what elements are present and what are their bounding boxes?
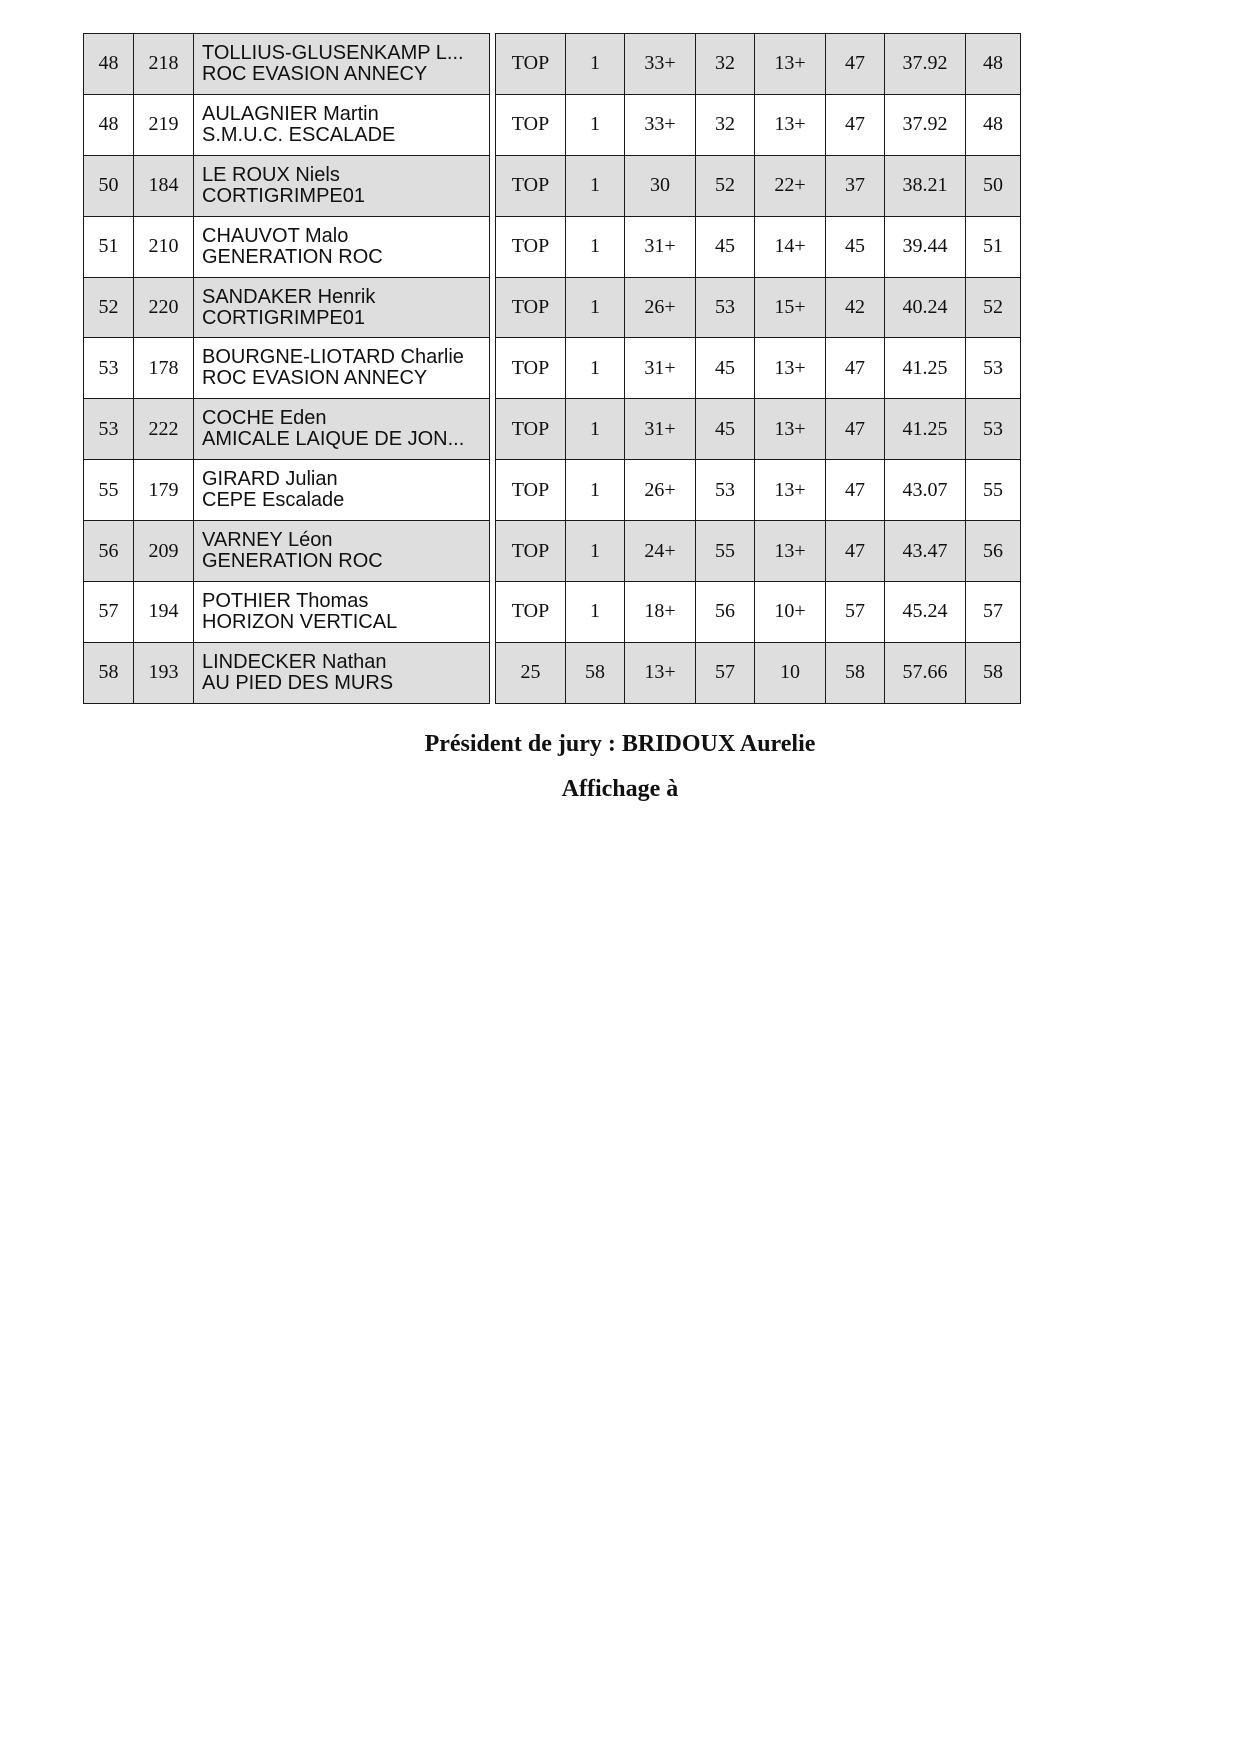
score-cell-c6: 47 — [826, 34, 885, 95]
score-cell-c2: 1 — [566, 94, 625, 155]
bib-cell: 209 — [134, 521, 194, 582]
score-cell-c6: 57 — [826, 582, 885, 643]
score-cell-c6: 47 — [826, 94, 885, 155]
athlete-club: GENERATION ROC — [202, 550, 383, 573]
bib-cell: 194 — [134, 582, 194, 643]
score-cell-c3: 18+ — [625, 582, 696, 643]
score-cell-c5: 13+ — [755, 94, 826, 155]
score-cell-score: 41.25 — [885, 338, 966, 399]
score-row — [496, 399, 1021, 460]
score-cell-c5: 10 — [755, 642, 826, 703]
athlete-name: AULAGNIER Martin — [202, 102, 379, 125]
athlete-cell — [194, 155, 490, 216]
score-cell-c5: 14+ — [755, 216, 826, 277]
score-cell-c4: 56 — [696, 582, 755, 643]
score-cell-c5: 22+ — [755, 155, 826, 216]
score-cell-c1: TOP — [496, 338, 566, 399]
score-cell-final: 53 — [966, 338, 1021, 399]
score-cell-c6: 47 — [826, 399, 885, 460]
rank-cell: 50 — [84, 155, 134, 216]
rank-cell: 56 — [84, 521, 134, 582]
score-cell-final: 57 — [966, 582, 1021, 643]
bib-cell: 179 — [134, 460, 194, 521]
rank-cell: 57 — [84, 582, 134, 643]
score-cell-c5: 15+ — [755, 277, 826, 338]
score-cell-c4: 45 — [696, 399, 755, 460]
score-cell-c5: 10+ — [755, 582, 826, 643]
score-cell-final: 58 — [966, 642, 1021, 703]
score-cell-c4: 32 — [696, 94, 755, 155]
posting-time: Affichage à — [561, 776, 679, 802]
athlete-club: AMICALE LAIQUE DE JON... — [202, 428, 465, 451]
score-cell-c6: 47 — [826, 521, 885, 582]
athlete-name: SANDAKER Henrik — [202, 285, 376, 308]
score-cell-c2: 1 — [566, 521, 625, 582]
score-cell-c3: 13+ — [625, 642, 696, 703]
score-cell-c3: 26+ — [625, 277, 696, 338]
score-row — [496, 521, 1021, 582]
score-cell-c5: 13+ — [755, 338, 826, 399]
results-table-scores — [495, 33, 1021, 704]
athlete-club: CORTIGRIMPE01 — [202, 184, 365, 207]
athlete-row — [84, 216, 490, 277]
score-cell-c4: 53 — [696, 277, 755, 338]
rank-cell: 53 — [84, 338, 134, 399]
athlete-row — [84, 338, 490, 399]
athlete-row — [84, 155, 490, 216]
rank-cell: 48 — [84, 94, 134, 155]
score-cell-c4: 57 — [696, 642, 755, 703]
rank-cell: 52 — [84, 277, 134, 338]
score-cell-c2: 1 — [566, 155, 625, 216]
athlete-name: VARNEY Léon — [202, 529, 333, 552]
score-cell-score: 41.25 — [885, 399, 966, 460]
athlete-row — [84, 94, 490, 155]
score-row — [496, 460, 1021, 521]
athlete-row — [84, 277, 490, 338]
results-table-athletes — [83, 33, 490, 704]
athlete-name: CHAUVOT Malo — [202, 224, 349, 247]
score-cell-c1: TOP — [496, 94, 566, 155]
score-cell-c1: TOP — [496, 521, 566, 582]
athlete-name: LE ROUX Niels — [202, 163, 340, 186]
score-cell-c1: TOP — [496, 277, 566, 338]
score-cell-c5: 13+ — [755, 34, 826, 95]
athlete-club: CEPE Escalade — [202, 489, 345, 512]
athlete-cell — [194, 34, 490, 95]
score-cell-final: 51 — [966, 216, 1021, 277]
score-cell-score: 43.47 — [885, 521, 966, 582]
score-cell-c6: 42 — [826, 277, 885, 338]
score-cell-c3: 24+ — [625, 521, 696, 582]
rank-cell: 58 — [84, 642, 134, 703]
score-cell-c4: 45 — [696, 338, 755, 399]
score-row — [496, 277, 1021, 338]
bib-cell: 219 — [134, 94, 194, 155]
score-cell-c1: TOP — [496, 399, 566, 460]
score-cell-c2: 1 — [566, 216, 625, 277]
athlete-name: POTHIER Thomas — [202, 589, 369, 612]
score-cell-final: 56 — [966, 521, 1021, 582]
bib-cell: 220 — [134, 277, 194, 338]
athlete-row — [84, 399, 490, 460]
score-cell-score: 57.66 — [885, 642, 966, 703]
bib-cell: 222 — [134, 399, 194, 460]
athlete-club: CORTIGRIMPE01 — [202, 306, 365, 329]
athlete-name: BOURGNE-LIOTARD Charlie — [202, 346, 464, 369]
score-cell-score: 38.21 — [885, 155, 966, 216]
score-cell-c2: 1 — [566, 460, 625, 521]
athlete-row — [84, 34, 490, 95]
bib-cell: 178 — [134, 338, 194, 399]
score-cell-score: 40.24 — [885, 277, 966, 338]
athlete-cell — [194, 399, 490, 460]
athlete-name: COCHE Eden — [202, 407, 327, 430]
score-cell-c6: 47 — [826, 460, 885, 521]
score-cell-c3: 30 — [625, 155, 696, 216]
score-cell-c6: 47 — [826, 338, 885, 399]
score-cell-c2: 1 — [566, 277, 625, 338]
athlete-cell — [194, 277, 490, 338]
athlete-row — [84, 460, 490, 521]
score-cell-c2: 1 — [566, 338, 625, 399]
score-cell-final: 52 — [966, 277, 1021, 338]
athlete-name: LINDECKER Nathan — [202, 650, 387, 673]
athlete-club: ROC EVASION ANNECY — [202, 62, 428, 85]
score-row — [496, 155, 1021, 216]
score-cell-score: 45.24 — [885, 582, 966, 643]
score-row — [496, 94, 1021, 155]
athlete-club: GENERATION ROC — [202, 245, 383, 268]
rank-cell: 55 — [84, 460, 134, 521]
score-cell-final: 48 — [966, 94, 1021, 155]
score-cell-c6: 58 — [826, 642, 885, 703]
score-cell-c3: 31+ — [625, 338, 696, 399]
score-row — [496, 642, 1021, 703]
score-cell-c2: 1 — [566, 582, 625, 643]
athlete-row — [84, 521, 490, 582]
score-cell-c5: 13+ — [755, 399, 826, 460]
score-cell-c3: 31+ — [625, 399, 696, 460]
score-cell-final: 55 — [966, 460, 1021, 521]
score-cell-c4: 52 — [696, 155, 755, 216]
rank-cell: 48 — [84, 34, 134, 95]
athlete-cell — [194, 338, 490, 399]
rank-cell: 53 — [84, 399, 134, 460]
score-row — [496, 582, 1021, 643]
score-cell-c3: 33+ — [625, 94, 696, 155]
score-cell-c3: 31+ — [625, 216, 696, 277]
score-cell-c6: 45 — [826, 216, 885, 277]
bib-cell: 193 — [134, 642, 194, 703]
score-cell-final: 50 — [966, 155, 1021, 216]
score-row — [496, 34, 1021, 95]
score-cell-c3: 33+ — [625, 34, 696, 95]
score-cell-score: 37.92 — [885, 94, 966, 155]
score-cell-c3: 26+ — [625, 460, 696, 521]
score-cell-c1: TOP — [496, 155, 566, 216]
score-cell-score: 43.07 — [885, 460, 966, 521]
bib-cell: 210 — [134, 216, 194, 277]
athlete-name: GIRARD Julian — [202, 468, 338, 491]
score-cell-c1: TOP — [496, 460, 566, 521]
score-cell-c4: 53 — [696, 460, 755, 521]
score-cell-c1: 25 — [496, 642, 566, 703]
score-cell-c2: 1 — [566, 399, 625, 460]
score-cell-c1: TOP — [496, 216, 566, 277]
score-cell-score: 37.92 — [885, 34, 966, 95]
athlete-club: ROC EVASION ANNECY — [202, 367, 428, 390]
score-cell-c5: 13+ — [755, 460, 826, 521]
score-cell-c1: TOP — [496, 582, 566, 643]
athlete-club: HORIZON VERTICAL — [202, 610, 398, 633]
athlete-name: TOLLIUS-GLUSENKAMP L... — [202, 41, 464, 64]
score-cell-c4: 45 — [696, 216, 755, 277]
athlete-row — [84, 582, 490, 643]
score-cell-c1: TOP — [496, 34, 566, 95]
score-cell-final: 53 — [966, 399, 1021, 460]
rank-cell: 51 — [84, 216, 134, 277]
score-cell-c6: 37 — [826, 155, 885, 216]
bib-cell: 184 — [134, 155, 194, 216]
score-cell-c4: 55 — [696, 521, 755, 582]
score-cell-c4: 32 — [696, 34, 755, 95]
athlete-cell — [194, 521, 490, 582]
athlete-cell — [194, 582, 490, 643]
jury-president: Président de jury : BRIDOUX Aurelie — [424, 731, 816, 757]
score-row — [496, 338, 1021, 399]
bib-cell: 218 — [134, 34, 194, 95]
athlete-cell — [194, 642, 490, 703]
score-row — [496, 216, 1021, 277]
athlete-club: AU PIED DES MURS — [202, 671, 394, 694]
athlete-cell — [194, 216, 490, 277]
score-cell-final: 48 — [966, 34, 1021, 95]
athlete-row — [84, 642, 490, 703]
score-cell-score: 39.44 — [885, 216, 966, 277]
score-cell-c2: 58 — [566, 642, 625, 703]
score-cell-c5: 13+ — [755, 521, 826, 582]
athlete-cell — [194, 94, 490, 155]
athlete-club: S.M.U.C. ESCALADE — [202, 123, 396, 146]
athlete-cell — [194, 460, 490, 521]
score-cell-c2: 1 — [566, 34, 625, 95]
